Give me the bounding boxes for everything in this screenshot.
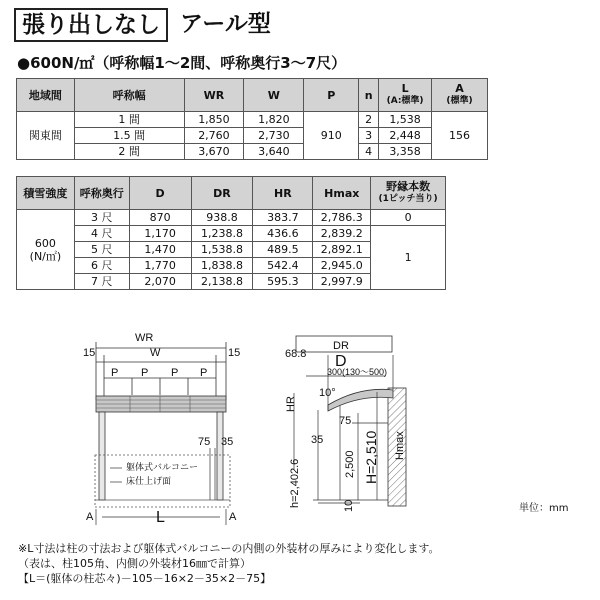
front-balcony-label: 躯体式バルコニー [126,462,199,472]
depth-cell: 3 尺 [74,210,129,226]
header-snow: 積雪強度 [17,177,75,210]
header-p: P [304,79,359,112]
header-dr: DR [191,177,253,210]
note-1: ※L寸法は柱の寸法および躯体式バルコニーの内側の外装材の厚みにより変化します。 [18,542,440,555]
front-d35: 35 [221,436,234,448]
width-cell: 2 間 [74,144,184,160]
hr-cell: 436.6 [253,226,313,242]
side-d35: 35 [311,434,324,446]
header-n: n [359,79,379,112]
side-68-8: 68.8 [285,348,307,360]
p-cell: 910 [304,112,359,160]
header-width: 呼称幅 [74,79,184,112]
d-cell: 1,170 [129,226,191,242]
dr-cell: 938.8 [191,210,253,226]
w-cell: 3,640 [244,144,304,160]
header-hmax: Hmax [313,177,371,210]
wr-cell: 1,850 [184,112,244,128]
side-view [285,336,406,512]
front-l-label: L [156,509,165,526]
front-d75: 75 [198,436,211,448]
front-p2: P [141,367,149,379]
dr-cell: 1,538.8 [191,242,253,258]
side-dr-label: DR [333,340,349,352]
region-cell: 関東間 [17,112,75,160]
depth-cell: 5 尺 [74,242,129,258]
d-cell: 1,770 [129,258,191,274]
header-depth: 呼称奥行 [74,177,129,210]
front-p1: P [111,367,119,379]
title-sub: アール型 [180,11,271,37]
note-3: 【L＝(躯体の柱芯々)－105－16×2－35×2－75】 [18,572,272,585]
front-view [83,332,240,526]
header-hr: HR [253,177,313,210]
n-cell: 2 [359,112,379,128]
header-count-sub: (1ピッチ当り) [378,194,438,204]
hr-cell: 383.7 [253,210,313,226]
front-floor-label: 床仕上げ面 [126,476,172,486]
a-cell: 156 [432,112,488,160]
side-d-label: D [335,353,347,370]
front-a-right: A [229,511,237,523]
l-cell: 2,448 [379,128,432,144]
hmax-cell: 2,945.0 [313,258,371,274]
w-cell: 1,820 [244,112,304,128]
header-wr: WR [184,79,244,112]
hr-cell: 489.5 [253,242,313,258]
side-10: 10 [343,499,355,512]
hmax-cell: 2,786.3 [313,210,371,226]
front-wr-label: WR [135,332,154,344]
front-p3: P [171,367,179,379]
spec-line: ●600N/㎡（呼称幅1～2間、呼称奥行3～7尺） [17,54,347,72]
side-d75: 75 [339,415,352,427]
snow-value: 600 [34,236,56,250]
d-cell: 2,070 [129,274,191,290]
front-left15: 15 [83,347,96,359]
d-cell: 1,470 [129,242,191,258]
snow-unit: (N/㎡) [29,249,62,263]
front-right15: 15 [228,347,241,359]
header-d: D [129,177,191,210]
header-l-main: L [401,82,409,95]
hmax-cell: 2,839.2 [313,226,371,242]
count-cell: 0 [371,210,446,226]
front-a-left: A [86,511,94,523]
l-cell: 3,358 [379,144,432,160]
w-cell: 2,730 [244,128,304,144]
front-w-label: W [150,347,161,359]
header-a-main: A [455,82,464,95]
note-2: （表は、柱105角、内側の外装材16㎜で計算） [18,557,251,570]
side-hmax: Hmax [394,431,406,460]
header-w: W [244,79,304,112]
dr-cell: 2,138.8 [191,274,253,290]
dr-cell: 1,238.8 [191,226,253,242]
width-cell: 1 間 [74,112,184,128]
side-h24026: h=2,402.6 [289,458,301,508]
depth-cell: 6 尺 [74,258,129,274]
wr-cell: 2,760 [184,128,244,144]
hr-cell: 542.4 [253,258,313,274]
header-a-sub: (標準) [446,96,473,106]
depth-cell: 4 尺 [74,226,129,242]
unit-label: 単位：mm [519,503,569,514]
hmax-cell: 2,997.9 [313,274,371,290]
header-region: 地域間 [17,79,75,112]
dr-cell: 1,838.8 [191,258,253,274]
side-h2510: H=2,510 [363,430,379,484]
l-cell: 1,538 [379,112,432,128]
title-boxed: 張り出しなし [14,8,168,42]
depth-cell: 7 尺 [74,274,129,290]
header-count-main: 野縁本数 [386,180,431,193]
d-cell: 870 [129,210,191,226]
side-range: 300(130〜500) [327,367,388,377]
n-cell: 3 [359,128,379,144]
header-l-sub: (A:標準) [386,96,424,106]
side-angle: 10° [319,387,336,399]
hmax-cell: 2,892.1 [313,242,371,258]
count-cell: 1 [371,226,446,290]
n-cell: 4 [359,144,379,160]
front-p4: P [200,367,208,379]
side-2500: 2,500 [344,450,356,478]
side-hr: HR [285,396,297,412]
width-cell: 1.5 間 [74,128,184,144]
hr-cell: 595.3 [253,274,313,290]
wr-cell: 3,670 [184,144,244,160]
